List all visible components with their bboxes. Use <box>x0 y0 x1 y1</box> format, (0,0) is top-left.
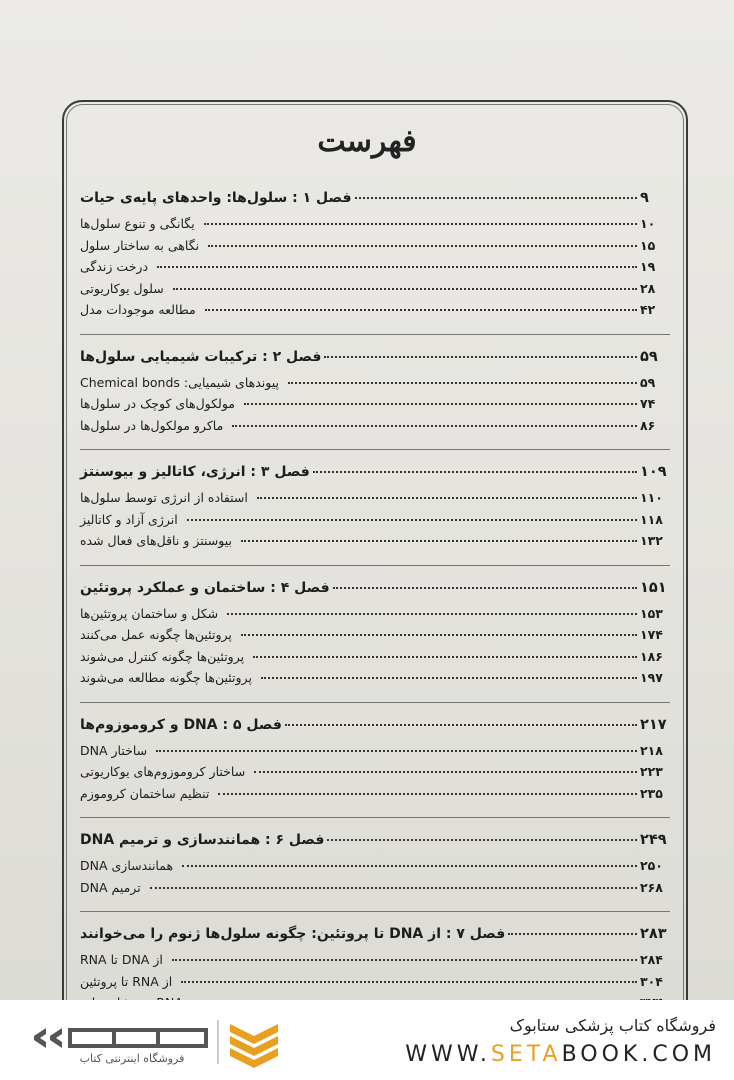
chapter-heading-title: فصل ۷ : از DNA تا پروتئین: چگونه سلول‌ها ژنوم را می‌خوانند <box>80 926 506 942</box>
page-number: ۱۸۶ <box>640 648 663 664</box>
dot-leader <box>324 356 637 358</box>
page-number: ۸۶ <box>640 417 656 433</box>
page-number: ۷۴ <box>640 396 656 411</box>
chapter-heading-title: فصل ۱ : سلول‌ها: واحدهای پایه‌ی حیات <box>80 190 352 206</box>
dot-leader <box>241 634 637 636</box>
page-number: ۱۱۸ <box>640 511 663 527</box>
chapter-separator <box>80 565 670 566</box>
chapter-heading-title: فصل ۳ : انرژی، کاتالیز و بیوسنتز <box>80 464 310 480</box>
dot-leader <box>227 613 637 615</box>
dot-leader <box>285 724 637 726</box>
page-number: ۱۰ <box>640 216 656 231</box>
page-number: ۲۲۳ <box>640 764 663 779</box>
page-number: ۱۵۱ <box>640 579 667 596</box>
dot-leader <box>244 403 637 405</box>
section-entry-title: از RNA تا پروتئین <box>80 973 173 989</box>
dot-leader <box>150 887 637 889</box>
section-entry <box>80 649 670 671</box>
page-title: فهرست <box>317 124 417 159</box>
dot-leader <box>355 197 637 199</box>
page-number: ۱۰۹ <box>640 464 667 480</box>
section-entry <box>80 880 670 902</box>
section-entry-title: ماکرو مولکول‌ها در سلول‌ها <box>80 417 224 433</box>
chapter-separator <box>80 911 670 912</box>
dot-leader <box>288 382 637 384</box>
dot-leader <box>218 793 637 795</box>
page-number: ۲۱۸ <box>640 742 663 758</box>
url-prefix: WWW. <box>405 1042 491 1067</box>
section-entry <box>80 490 670 512</box>
page-number: ۱۵ <box>640 237 656 253</box>
page-number: ۲۱۷ <box>640 716 667 733</box>
chapter-block <box>80 580 670 692</box>
section-entry <box>80 281 670 303</box>
section-entry <box>80 974 670 996</box>
chapter-separator <box>80 449 670 450</box>
logo-chevron-icon <box>230 1024 278 1068</box>
page-number: ۲۸۴ <box>640 952 663 967</box>
section-entry-title: پروتئین‌ها چگونه عمل می‌کنند <box>80 627 232 642</box>
chapter-heading <box>80 580 670 606</box>
section-entry <box>80 764 670 786</box>
chapter-heading <box>80 926 670 952</box>
chapter-block <box>80 717 670 808</box>
dot-leader <box>208 245 637 247</box>
chapter-separator <box>80 334 670 335</box>
page-number: ۵۹ <box>640 348 658 365</box>
setabook-logo <box>22 1014 282 1068</box>
section-entry <box>80 259 670 281</box>
footer-banner <box>0 1000 734 1080</box>
chapter-heading-title: فصل ۲ : ترکیبات شیمیایی سلول‌ها <box>80 348 322 365</box>
dot-leader <box>205 309 637 311</box>
section-entry <box>80 533 670 555</box>
logo-wordmark-icon <box>34 1028 208 1048</box>
section-entry-title: استفاده از انرژی توسط سلول‌ها <box>80 490 248 505</box>
page-number: ۲۸ <box>640 280 656 296</box>
chapter-block <box>80 464 670 555</box>
dot-leader <box>181 981 637 983</box>
chapter-block <box>80 832 670 901</box>
section-entry <box>80 375 670 397</box>
section-entry-title: ساختار DNA <box>80 742 148 758</box>
page-number: ۲۵۰ <box>640 858 663 873</box>
section-entry-title: یگانگی و تنوع سلول‌ها <box>80 216 195 231</box>
page-number: ۲۶۸ <box>640 879 663 895</box>
dot-leader <box>173 288 637 290</box>
page-number: ۲۳۵ <box>640 785 663 801</box>
dot-leader <box>204 223 637 225</box>
section-entry-title: از DNA تا RNA <box>80 952 163 967</box>
dot-leader <box>232 425 637 427</box>
section-entry-title: نگاهی به ساختار سلول <box>80 237 200 253</box>
section-entry-title: مطالعه موجودات مدل <box>80 302 196 317</box>
chapter-heading <box>80 190 670 216</box>
section-entry-title: انرژی آزاد و کاتالیز <box>80 511 178 527</box>
section-entry <box>80 396 670 418</box>
dot-leader <box>253 656 637 658</box>
page-number: ۱۵۳ <box>640 605 663 621</box>
dot-leader <box>172 959 637 961</box>
section-entry-title: تنظیم ساختمان کروموزم <box>80 785 210 801</box>
section-entry <box>80 238 670 260</box>
section-entry <box>80 302 670 324</box>
section-entry <box>80 606 670 628</box>
section-entry <box>80 418 670 440</box>
page-number: ۵۹ <box>640 374 656 390</box>
url-suffix: BOOK.COM <box>561 1042 716 1067</box>
page-number: ۴۲ <box>640 302 656 317</box>
dot-leader <box>182 865 637 867</box>
chapter-heading <box>80 832 670 858</box>
dot-leader <box>313 471 637 473</box>
dot-leader <box>187 519 637 521</box>
page-number: ۱۳۲ <box>640 533 663 548</box>
section-entry <box>80 670 670 692</box>
chapter-heading <box>80 717 670 743</box>
page-number: ۲۴۹ <box>640 832 667 848</box>
dot-leader <box>254 771 637 773</box>
section-entry-title: پروتئین‌ها چگونه کنترل می‌شوند <box>80 648 245 664</box>
section-entry-title: پروتئین‌ها چگونه مطالعه می‌شوند <box>80 670 252 685</box>
logo-tagline: فروشگاه اینترنتی کتاب <box>79 1052 185 1065</box>
section-entry-title: بیوسنتز و ناقل‌های فعال شده <box>80 533 232 548</box>
chapter-heading <box>80 464 670 490</box>
section-entry <box>80 627 670 649</box>
page-number: ۳۰۴ <box>640 973 663 989</box>
dot-leader <box>327 839 637 841</box>
section-entry <box>80 216 670 238</box>
shop-name: فروشگاه کتاب پزشکی ستابوک <box>509 1016 716 1035</box>
section-entry-title: ساختار کروموزوم‌های یوکاریوتی <box>80 764 246 779</box>
section-entry <box>80 786 670 808</box>
table-of-contents <box>80 190 670 1027</box>
dot-leader <box>333 587 637 589</box>
dot-leader <box>261 677 637 679</box>
chapter-heading-title: فصل ۵ : DNA و کروموزوم‌ها <box>80 716 282 733</box>
section-entry <box>80 512 670 534</box>
chapter-block <box>80 349 670 440</box>
page-number: ۲۸۳ <box>640 926 667 942</box>
chapter-separator <box>80 817 670 818</box>
section-entry <box>80 743 670 765</box>
section-entry-title: درخت زندگی <box>80 259 149 274</box>
section-entry <box>80 858 670 880</box>
dot-leader <box>508 933 637 935</box>
section-entry-title: پیوندهای شیمیایی: Chemical bonds <box>80 374 279 390</box>
page-number: ۱۷۴ <box>640 627 663 642</box>
section-entry-title: همانندسازی DNA <box>80 858 174 873</box>
page-number: ۱۹۷ <box>640 670 663 685</box>
section-entry-title: شکل و ساختمان پروتئین‌ها <box>80 605 219 621</box>
dot-leader <box>156 750 637 752</box>
dot-leader <box>157 266 637 268</box>
section-entry-title: سلول یوکاریوتی <box>80 280 164 296</box>
section-entry-title: ترمیم DNA <box>80 879 141 895</box>
dot-leader <box>241 540 637 542</box>
chapter-heading-title: فصل ۶ : همانندسازی و ترمیم DNA <box>80 832 325 848</box>
shop-url[interactable] <box>405 1042 716 1067</box>
chapter-separator <box>80 702 670 703</box>
dot-leader <box>257 497 637 499</box>
page-number: ۹ <box>640 190 649 206</box>
chapter-heading <box>80 349 670 375</box>
url-highlight: SETA <box>490 1042 562 1067</box>
chapter-block <box>80 190 670 324</box>
page-number: ۱۱۰ <box>640 490 663 505</box>
section-entry <box>80 952 670 974</box>
section-entry-title: مولکول‌های کوچک در سلول‌ها <box>80 396 235 411</box>
chapter-heading-title: فصل ۴ : ساختمان و عملکرد پروتئین <box>80 579 330 596</box>
page-number: ۱۹ <box>640 259 656 274</box>
